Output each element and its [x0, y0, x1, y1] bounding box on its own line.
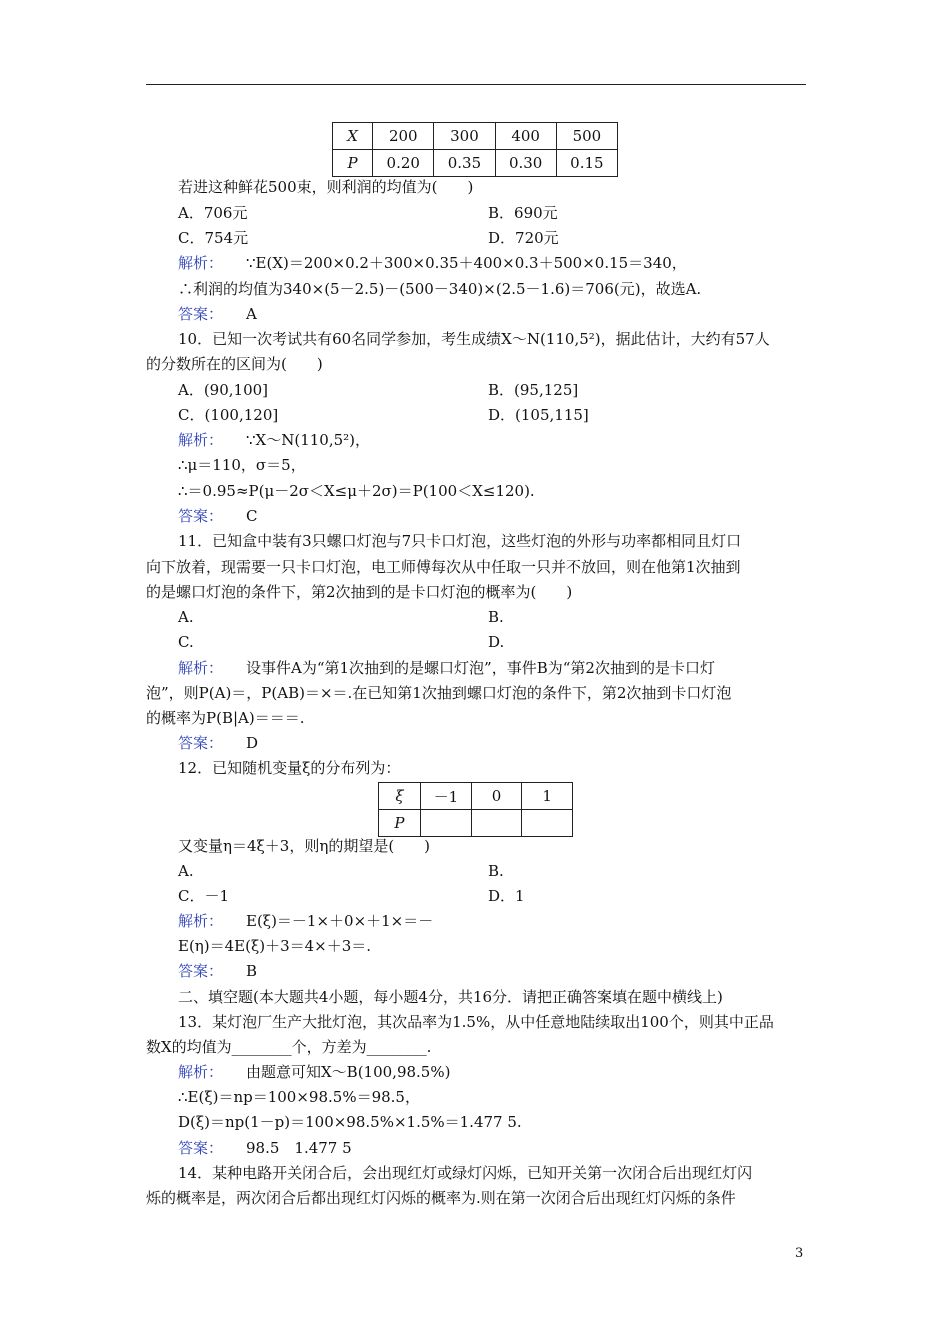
- option-c: C.: [178, 633, 194, 651]
- table-cell: 0.15: [556, 150, 617, 177]
- table-cell: 500: [556, 123, 617, 150]
- option-a: A．706元: [178, 204, 248, 222]
- table-cell: 0.20: [373, 150, 434, 177]
- table-cell: 400: [495, 123, 556, 150]
- text-line: ∴E(ξ)＝np＝100×98.5%＝98.5，: [178, 1088, 420, 1106]
- text-line: ∵E(X)＝200×0.2＋300×0.35＋400×0.3＋500×0.15＝340，: [246, 254, 687, 272]
- option-b: B.: [488, 862, 504, 880]
- option-c: C．754元: [178, 229, 249, 247]
- table-cell: 1: [522, 783, 573, 810]
- text-line: ∴μ＝110，σ＝5，: [178, 456, 306, 474]
- distribution-table-xi: [378, 782, 573, 837]
- table-cell: －1: [420, 783, 471, 810]
- text-line: 向下放着，现需要一只卡口灯泡，电工师傅每次从中任取一只并不放回，则在他第1次抽到: [146, 558, 741, 576]
- text-line: 由题意可知X～B(100,98.5%): [246, 1063, 451, 1081]
- option-c: C．－1: [178, 887, 230, 905]
- table-cell: P: [333, 150, 373, 177]
- table-cell: ξ: [379, 783, 421, 810]
- table-cell: 200: [373, 123, 434, 150]
- table-cell: 300: [434, 123, 495, 150]
- table-cell: [420, 810, 471, 837]
- table-cell: 0.30: [495, 150, 556, 177]
- answer-value: C: [246, 507, 258, 525]
- text-line: 烁的概率是，两次闭合后都出现红灯闪烁的概率为.则在第一次闭合后出现红灯闪烁的条件: [146, 1189, 736, 1207]
- table-cell: 0: [471, 783, 522, 810]
- analysis-label: 解析：: [178, 912, 224, 930]
- table-cell: [522, 810, 573, 837]
- answer-label: 答案：: [178, 962, 224, 980]
- answer-label: 答案：: [178, 507, 224, 525]
- option-d: D．(105,115]: [488, 406, 589, 424]
- text-line: 数X的均值为________个，方差为________.: [146, 1038, 432, 1056]
- text-line: 的分数所在的区间为( ): [146, 355, 323, 373]
- option-b: B．690元: [488, 204, 558, 222]
- distribution-table-x: [332, 122, 618, 177]
- text-line: E(η)＝4E(ξ)＋3＝4×＋3＝.: [178, 937, 372, 955]
- text-line: 的是螺口灯泡的条件下，第2次抽到的是卡口灯泡的概率为( ): [146, 583, 573, 601]
- table-cell: 0.35: [434, 150, 495, 177]
- answer-value: A: [246, 305, 257, 323]
- table-row: [333, 150, 618, 177]
- answer-label: 答案：: [178, 1139, 224, 1157]
- text-line: ∴＝0.95≈P(μ－2σ＜X≤μ＋2σ)＝P(100＜X≤120).: [178, 482, 535, 500]
- table-cell: [471, 810, 522, 837]
- option-d: D.: [488, 633, 505, 651]
- answer-value: D: [246, 734, 259, 752]
- answer-value: 98.5 1.477 5: [246, 1139, 352, 1157]
- text-line: D(ξ)＝np(1－p)＝100×98.5%×1.5%＝1.477 5.: [178, 1113, 522, 1131]
- text-line: 设事件A为“第1次抽到的是螺口灯泡”，事件B为“第2次抽到的是卡口灯: [246, 659, 715, 677]
- answer-label: 答案：: [178, 305, 224, 323]
- analysis-label: 解析：: [178, 254, 224, 272]
- question-13: 13．某灯泡厂生产大批灯泡，其次品率为1.5%，从中任意地陆续取出100个，则其中正品: [178, 1013, 774, 1031]
- text-line: ∵X～N(110,5²)，: [246, 431, 371, 449]
- text-line: 的概率为P(B|A)＝＝＝.: [146, 709, 305, 727]
- section-heading: 二、填空题(本大题共4小题，每小题4分，共16分．请把正确答案填在题中横线上): [178, 988, 723, 1006]
- table-row: [333, 123, 618, 150]
- text-line: 若进这种鲜花500束，则利润的均值为( ): [178, 178, 474, 196]
- table-cell: X: [333, 123, 373, 150]
- question-14: 14．某种电路开关闭合后，会出现红灯或绿灯闪烁，已知开关第一次闭合后出现红灯闪: [178, 1164, 753, 1182]
- analysis-label: 解析：: [178, 659, 224, 677]
- question-10: 10．已知一次考试共有60名同学参加，考生成绩X～N(110,5²)，据此估计，大约有57人: [178, 330, 770, 348]
- option-b: B.: [488, 608, 504, 626]
- analysis-label: 解析：: [178, 431, 224, 449]
- table-row: [379, 810, 573, 837]
- header-rule: [146, 84, 806, 85]
- option-d: D．1: [488, 887, 525, 905]
- analysis-label: 解析：: [178, 1063, 224, 1081]
- answer-value: B: [246, 962, 258, 980]
- table-cell: P: [379, 810, 421, 837]
- question-11: 11．已知盒中装有3只螺口灯泡与7只卡口灯泡，这些灯泡的外形与功率都相同且灯口: [178, 532, 742, 550]
- option-d: D．720元: [488, 229, 559, 247]
- text-line: 又变量η＝4ξ＋3，则η的期望是( ): [178, 837, 431, 855]
- option-c: C．(100,120]: [178, 406, 279, 424]
- option-b: B．(95,125]: [488, 381, 579, 399]
- text-line: E(ξ)＝－1×＋0×＋1×＝－: [246, 912, 434, 930]
- question-12: 12．已知随机变量ξ的分布列为：: [178, 759, 401, 777]
- page-number: 3: [795, 1246, 804, 1261]
- text-line: 泡”，则P(A)＝，P(AB)＝×＝.在已知第1次抽到螺口灯泡的条件下，第2次抽到卡口灯泡: [146, 684, 732, 702]
- option-a: A.: [178, 608, 194, 626]
- option-a: A．(90,100]: [178, 381, 269, 399]
- option-a: A.: [178, 862, 194, 880]
- text-line: ∴利润的均值为340×(5－2.5)－(500－340)×(2.5－1.6)＝706(元)，故选A.: [178, 280, 702, 298]
- table-row: [379, 783, 573, 810]
- answer-label: 答案：: [178, 734, 224, 752]
